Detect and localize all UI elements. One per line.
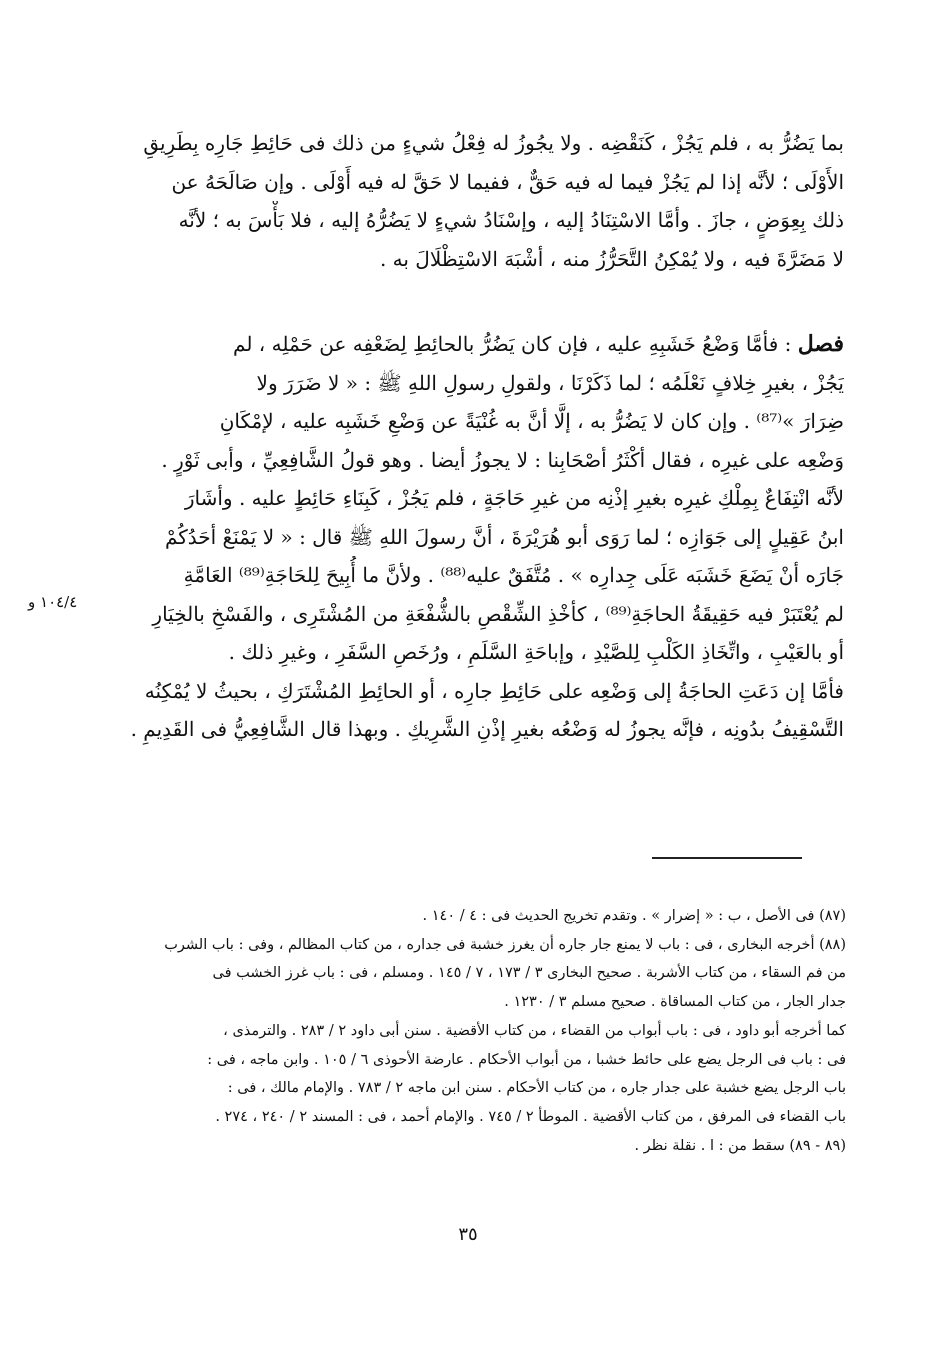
- main-paragraph-1: [84, 124, 844, 278]
- page-number: ٣٥: [458, 1224, 478, 1245]
- text-line: لأنَّه انْتِفَاعٌ بِمِلْكِ غيرِه بغيرِ إذْنِه من غيرِ حَاجَةٍ ، فلم يَجُزْ ، كَبِنَاءِ حَائِطٍ عليه . وأشَارَ: [184, 486, 844, 510]
- text-line: الأَوْلَى ؛ لأنَّه إذا لم يَجُزْ فيما له فيه حَقٌّ ، ففيما لا حَقَّ له فيه أَوْلَى . وإن صَالَحَهُ عن: [171, 169, 844, 194]
- footnote-separator: [652, 857, 802, 859]
- text-line: [84, 325, 844, 364]
- text-line: وَضْعِه على غيرِه ، فقال أكْثَرُ أصْحَابِنا : لا يجوزُ أيضا . وهو قولُ الشَّافِعِيِّ ، وأبى ثَوْرٍ .: [161, 447, 844, 472]
- footnote-line: من فم السقاء ، من كتاب الأشربة . صحيح البخارى ٣ / ١٧٣ ، ٧ / ١٤٥ . ومسلم ، فى : باب غرز الخشب فى: [212, 965, 846, 982]
- footnote-line: (٨٩ - ٨٩) سقط من : ا . نقلة نظر .: [634, 1137, 846, 1154]
- footnote-line: (٨٧) فى الأصل ، ب : « إضرار » . وتقدم تخريج الحديث فى : ٤ / ١٤٠ .: [422, 908, 846, 924]
- text-segment: : فأمَّا وَضْعُ خَشَبِهِ عليه ، فإن كان يَضُرُّ بالحائِطِ لِضَعْفِه عن حَمْلِه ، لم: [233, 332, 798, 356]
- text-line: لا مَضَرَّةَ فيه ، ولا يُمْكِنُ التَّحَرُّزُ منه ، أشْبَهَ الاسْتِظْلَالَ به .: [379, 246, 844, 271]
- footnote-line: فى : باب فى الرجل يضع على حائط خشبا ، من أبواب الأحكام . عارضة الأحوذى ٦ / ١٠٥ . وابن ماجه ، فى :: [207, 1051, 846, 1068]
- text-line: التَّسْقِيفُ بدُونِه ، فإنَّه يجوزُ له وَضْعُه بغيرِ إذْنِ الشَّرِيكِ . وبهذا قال الشَّافِعِيُّ فى القَدِيمِ .: [130, 717, 844, 741]
- section-heading: فصل: [797, 331, 844, 357]
- footnotes: [86, 902, 846, 1160]
- text-line: ضِرَارَ »⁽⁸⁷⁾ . وإن كان لا يَضُرُّ به ، إلَّا أنَّ به غُنْيَةً عن وَضْعِ خَشَبِه عليه ، لإمْكَانِ: [219, 409, 844, 433]
- footnote-line: جدار الجار ، من كتاب المساقاة . صحيح مسلم ٣ / ١٢٣٠ .: [504, 994, 846, 1011]
- footnote-line: باب القضاء فى المرفق ، من كتاب الأقضية . الموطأ ٢ / ٧٤٥ . والإمام أحمد ، فى : المسند ٢ / ٢٤٠ ، ٢٧٤ .: [215, 1108, 846, 1125]
- text-line: ذلك بِعِوَضٍ ، جازَ . وأمَّا الاسْتِنَادُ إليه ، وإسْنَادُ شيءٍ لا يَضُرُّهُ إليه ، فلا بَأْسَ به ؛ لأنَّه: [178, 208, 844, 232]
- text-line: لم يُعْتَبَرْ فيه حَقِيقَةُ الحاجَةِ⁽⁸⁹⁾ ، كأخْذِ الشِّقْصِ بالشُّفْعَةِ من المُشْتَرِى ، والفَسْخِ بالخِيَارِ: [152, 601, 844, 626]
- footnote-line: (٨٨) أخرجه البخارى ، فى : باب لا يمنع جار جاره أن يغرز خشبة فى جداره ، من كتاب المظالم ، وفى : باب الشرب: [164, 936, 846, 953]
- footnote-line: باب الرجل يضع خشبة على جدار جاره ، من كتاب الأحكام . سنن ابن ماجه ٢ / ٧٨٣ . والإمام مالك ، فى :: [227, 1080, 846, 1097]
- text-line: أو بالعَيْبِ ، واتِّخَاذِ الكَلْبِ لِلصَّيْدِ ، وإباحَةِ السَّلَمِ ، ورُخَصِ السَّفَرِ ، وغيرِ ذلك .: [228, 640, 844, 664]
- margin-note: ١٠٤/٤ و: [28, 593, 78, 611]
- text-line: يَجُزْ ، بغيرِ خِلافٍ نَعْلَمُه ؛ لما ذَكَرْنَا ، ولقولِ رسولِ اللهِ ﷺ : « لا ضَرَرَ ولا: [256, 370, 844, 395]
- main-paragraph-2: [84, 325, 844, 749]
- footnote-line: كما أخرجه أبو داود ، فى : باب أبواب من القضاء ، من كتاب الأقضية . سنن أبى داود ٢ / ٢٨٣ . والترمذى ،: [223, 1022, 846, 1039]
- text-line: ابنُ عَقِيلٍ إلى جَوَازِه ؛ لما رَوَى أبو هُرَيْرَةَ ، أنَّ رسولَ اللهِ ﷺ قال : « لا يَمْنَعْ أحَدُكُمْ: [164, 524, 844, 549]
- text-line: فأمَّا إن دَعَتِ الحاجَةُ إلى وَضْعِه على حَائِطِ جارِه ، أو الحائِطِ المُشْتَرَكِ ، بحيثُ لا يُمْكِنُه: [144, 678, 844, 703]
- text-line: بما يَضُرُّ به ، فلم يَجُزْ ، كَنَقْضِه . ولا يجُوزُ له فِعْلُ شيءٍ من ذلك فى حَائِطِ جَارِه بِطَرِيقِ: [143, 131, 844, 155]
- text-line: جَارَه أنْ يَضَعَ خَشَبَه عَلَى جِدارِه » . مُتَّفَقٌ عليه⁽⁸⁸⁾ . ولأنَّ ما أُبِيحَ لِلحَاجَةِ⁽⁸⁹⁾ العَامَّةِ: [183, 563, 844, 587]
